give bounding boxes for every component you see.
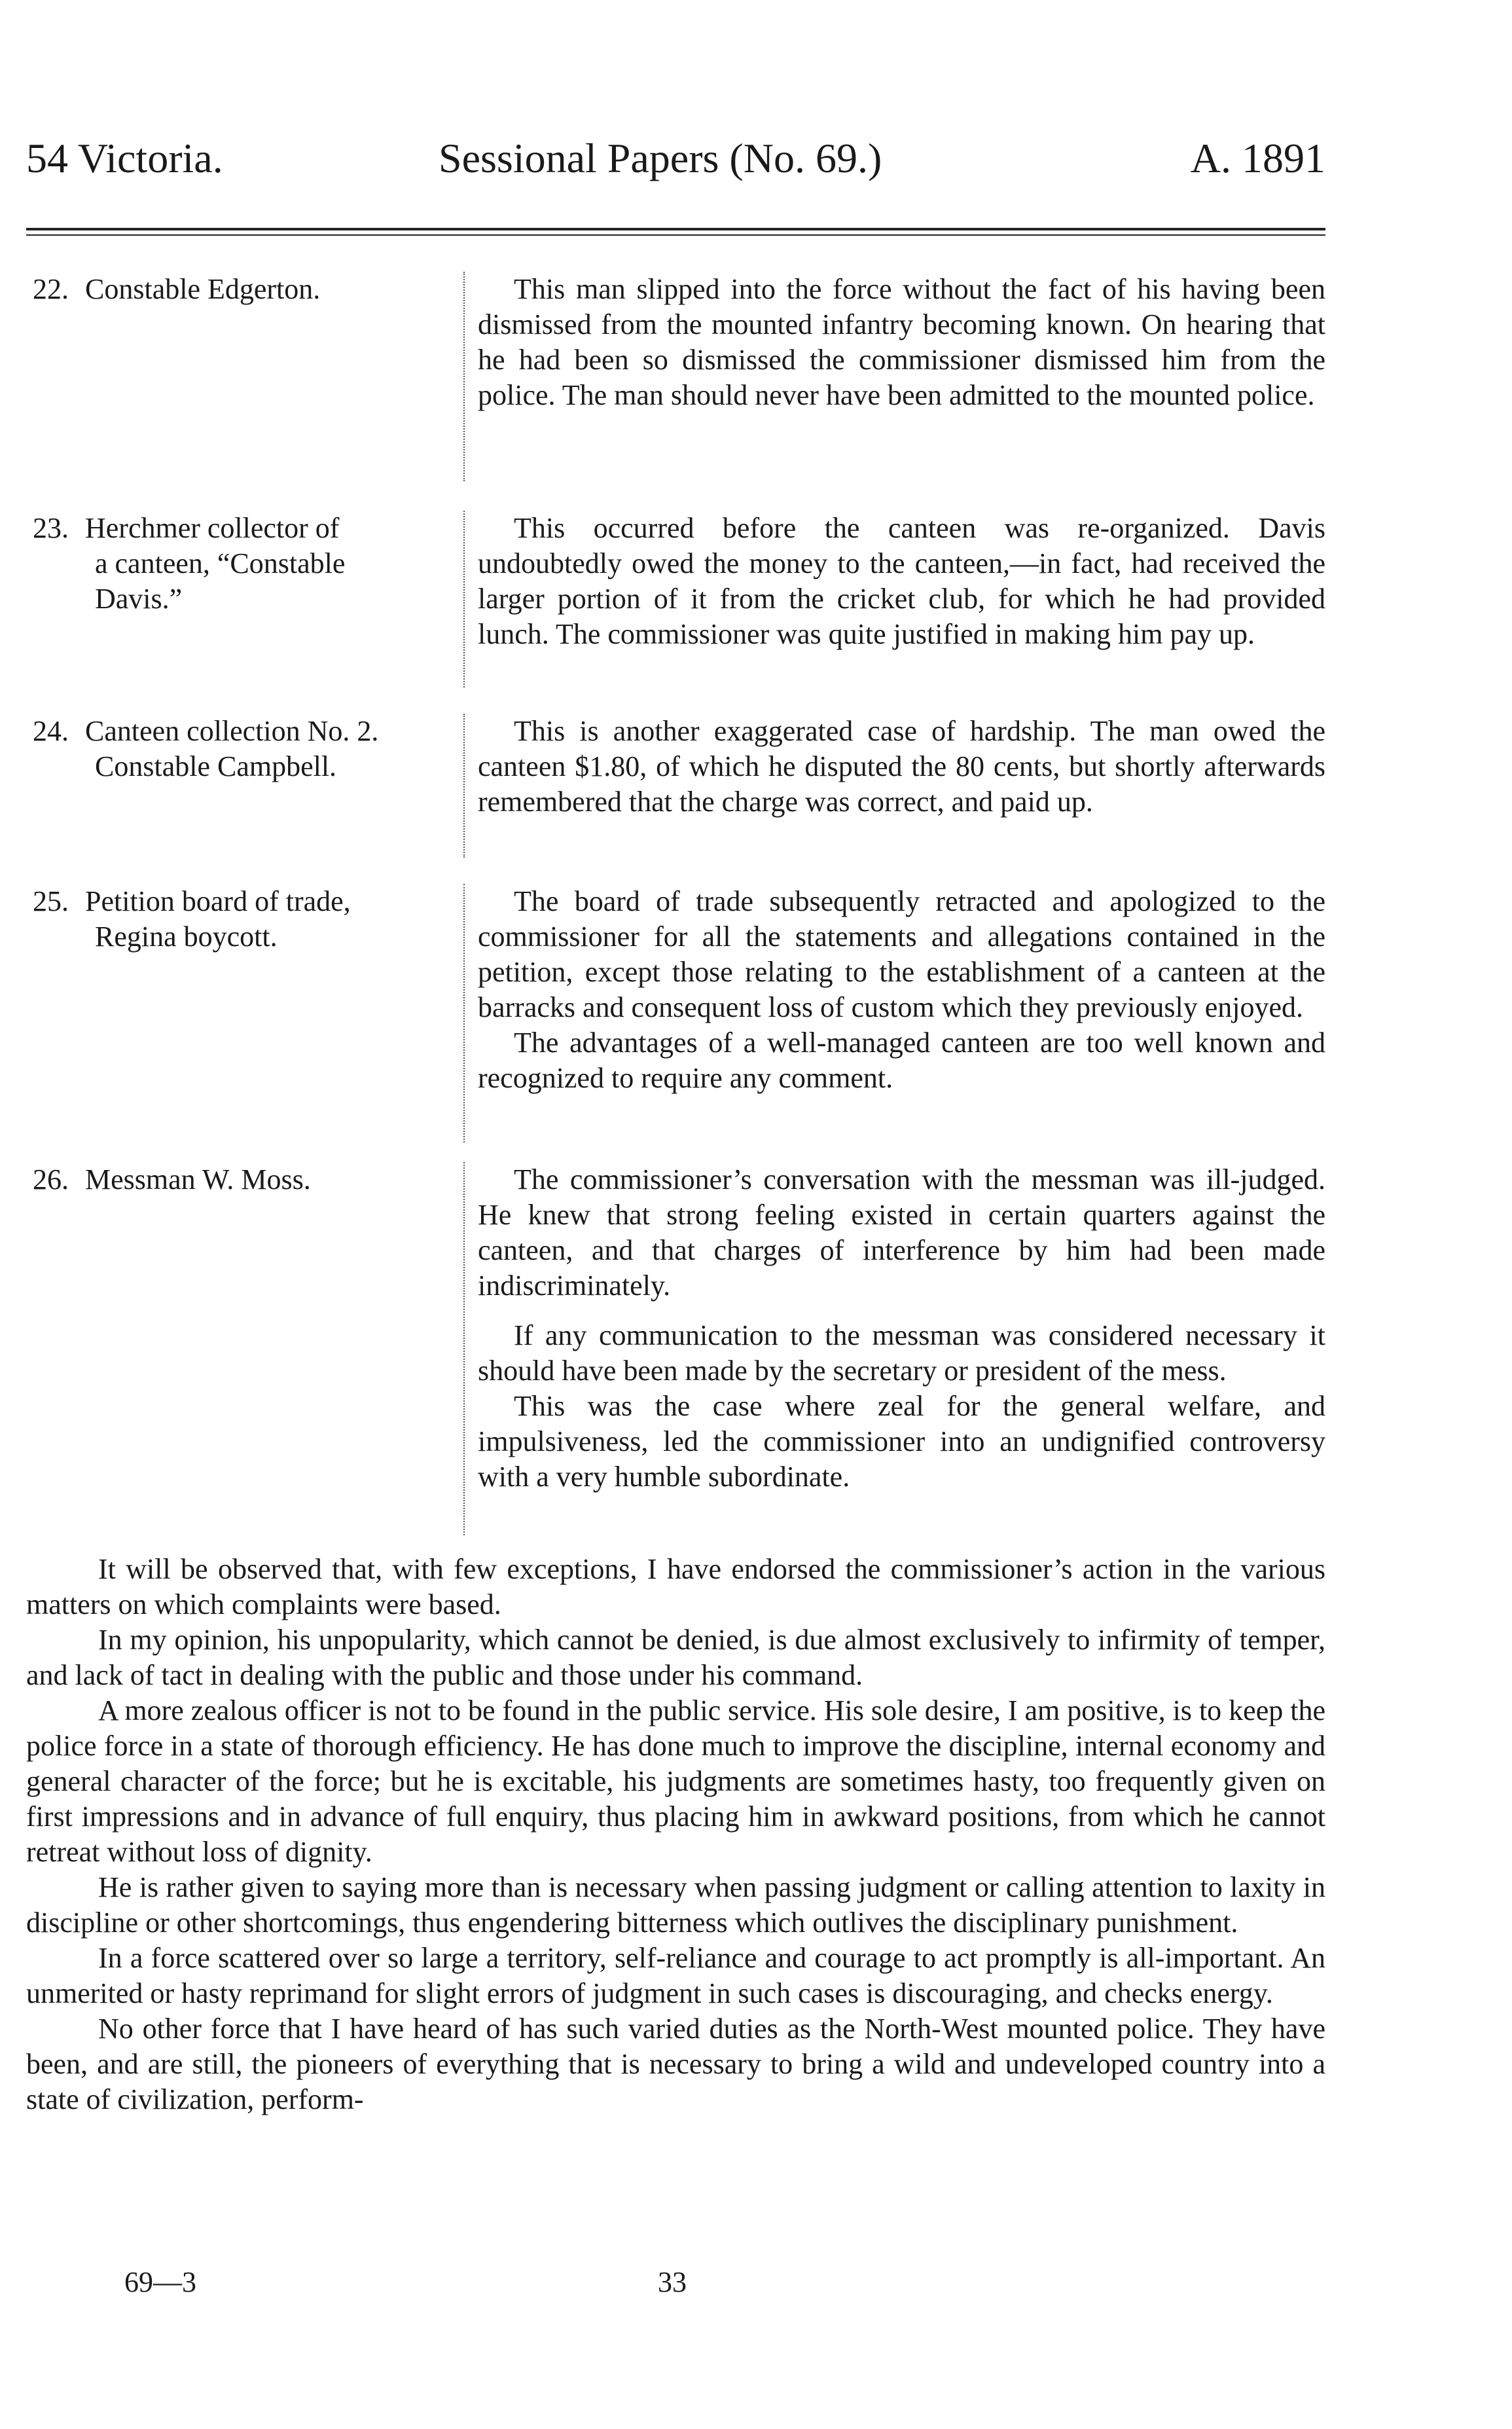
entry-24 [26,714,1325,864]
body-paragraph: He is rather given to saying more than is necessary when passing judgment or calling attention to laxity in discipline or other shortcomings, thus engendering bitterness which outlives the disciplinary punishment. [26,1871,1325,1939]
entry-body [478,272,1325,413]
page-number: 33 [658,2266,687,2298]
header-rule-thick [26,228,1325,230]
header-volume: 54 Victoria. [26,135,223,181]
entry-body [478,884,1325,1096]
entry-label [33,272,452,307]
footer-document-code: 69—3 [124,2266,196,2298]
body-paragraph: It will be observed that, with few exceptions, I have endorsed the commissioner’s action in the various matters on which complaints were based. [26,1553,1325,1620]
body-paragraph: In my opinion, his unpopularity, which cannot be denied, is due almost exclusively to infirmity of temper, and lack of tact in dealing with the public and those under his command. [26,1624,1325,1691]
entry-body [478,1162,1325,1495]
entry-label [33,884,452,955]
entry-paragraph: This man slipped into the force without the fact of his having been dismissed from the mounted infantry becoming known. On hearing that he had been so dismissed the commissioner dismissed him from the police. The man should never have been admitted to the mounted police. [478,273,1325,411]
entry-23 [26,511,1325,694]
entry-label [33,511,452,617]
entry-body [478,511,1325,652]
entry-label [33,714,452,784]
entry-number: 23. [33,512,69,544]
body-paragraph: In a force scattered over so large a territory, self-reliance and courage to act promptly is all-important. An unmerited or hasty reprimand for slight errors of judgment in such cases is discouraging, and checks energy. [26,1942,1325,2009]
entry-body [478,714,1325,820]
column-divider [463,1162,465,1535]
entry-paragraph: This occurred before the canteen was re-organized. Davis undoubtedly owed the money to the canteen,—in fact, had received the larger portion of it from the cricket club, for which he had provided lunch. The commissioner was quite justified in making him pay up. [478,512,1325,650]
running-header [26,134,1325,187]
entry-paragraph: This is another exaggerated case of hardship. The man owed the canteen $1.80, of which he disputed the 80 cents, but shortly afterwards remembered that the charge was correct, and paid up. [478,715,1325,818]
entry-label-line: Petition board of trade, [85,885,351,917]
entry-paragraph: If any communication to the messman was considered necessary it should have been made by the secretary or president of the mess. [478,1319,1325,1387]
entry-label-line: Regina boycott. [95,921,278,953]
entry-label-line: Constable Edgerton. [85,273,321,305]
column-divider [463,511,465,687]
entry-paragraph: The advantages of a well-managed canteen are too well known and recognized to require any comment. [478,1027,1325,1094]
entry-number: 24. [33,715,69,747]
column-divider [463,714,465,858]
entry-26 [26,1162,1325,1542]
entry-25 [26,884,1325,1146]
entry-paragraph: The commissioner’s conversation with the messman was ill-judged. He knew that strong feeling existed in certain quarters against the canteen, and that charges of interference by him had been made indiscriminately. [478,1163,1325,1302]
entry-label-line: Canteen collection No. 2. [85,715,379,747]
entry-number: 26. [33,1163,69,1196]
entry-label [33,1162,452,1197]
header-year: A. 1891 [1190,135,1325,181]
entry-label-line: Constable Campbell. [95,750,337,782]
header-title: Sessional Papers (No. 69.) [439,135,882,181]
column-divider [463,884,465,1142]
entry-label-line: Davis.” [95,583,183,615]
entry-paragraph: The board of trade subsequently retracted and apologized to the commissioner for all the statements and allegations contained in the petition, except those relating to the establishment of a canteen at the barracks and consequent loss of custom which they previously enjoyed. [478,885,1325,1023]
entry-number: 22. [33,273,69,305]
header-rule-thin [26,234,1325,236]
entry-paragraph: This was the case where zeal for the general welfare, and impulsiveness, led the commissioner into an undignified controversy with a very humble subordinate. [478,1390,1325,1493]
entry-number: 25. [33,885,69,917]
body-paragraph: A more zealous officer is not to be found in the public service. His sole desire, I am positive, is to keep the police force in a state of thorough efficiency. He has done much to improve the discipline, internal economy and general character of the force; but he is excitable, his judgments are sometimes hasty, too frequently given on first impressions and in advance of full enquiry, thus placing him in awkward positions, from which he cannot retreat without loss of dignity. [26,1694,1325,1868]
entry-label-line: Herchmer collector of [85,512,340,544]
report-body [26,1552,1325,2117]
entry-label-line: a canteen, “Constable [95,547,346,579]
column-divider [463,272,465,481]
entry-label-line: Messman W. Moss. [85,1163,311,1196]
body-paragraph: No other force that I have heard of has such varied duties as the North-West mounted police. They have been, and are still, the pioneers of everything that is necessary to bring a wild and undeveloped country into a state of civilization, perform- [26,2013,1325,2115]
entry-22 [26,272,1325,488]
